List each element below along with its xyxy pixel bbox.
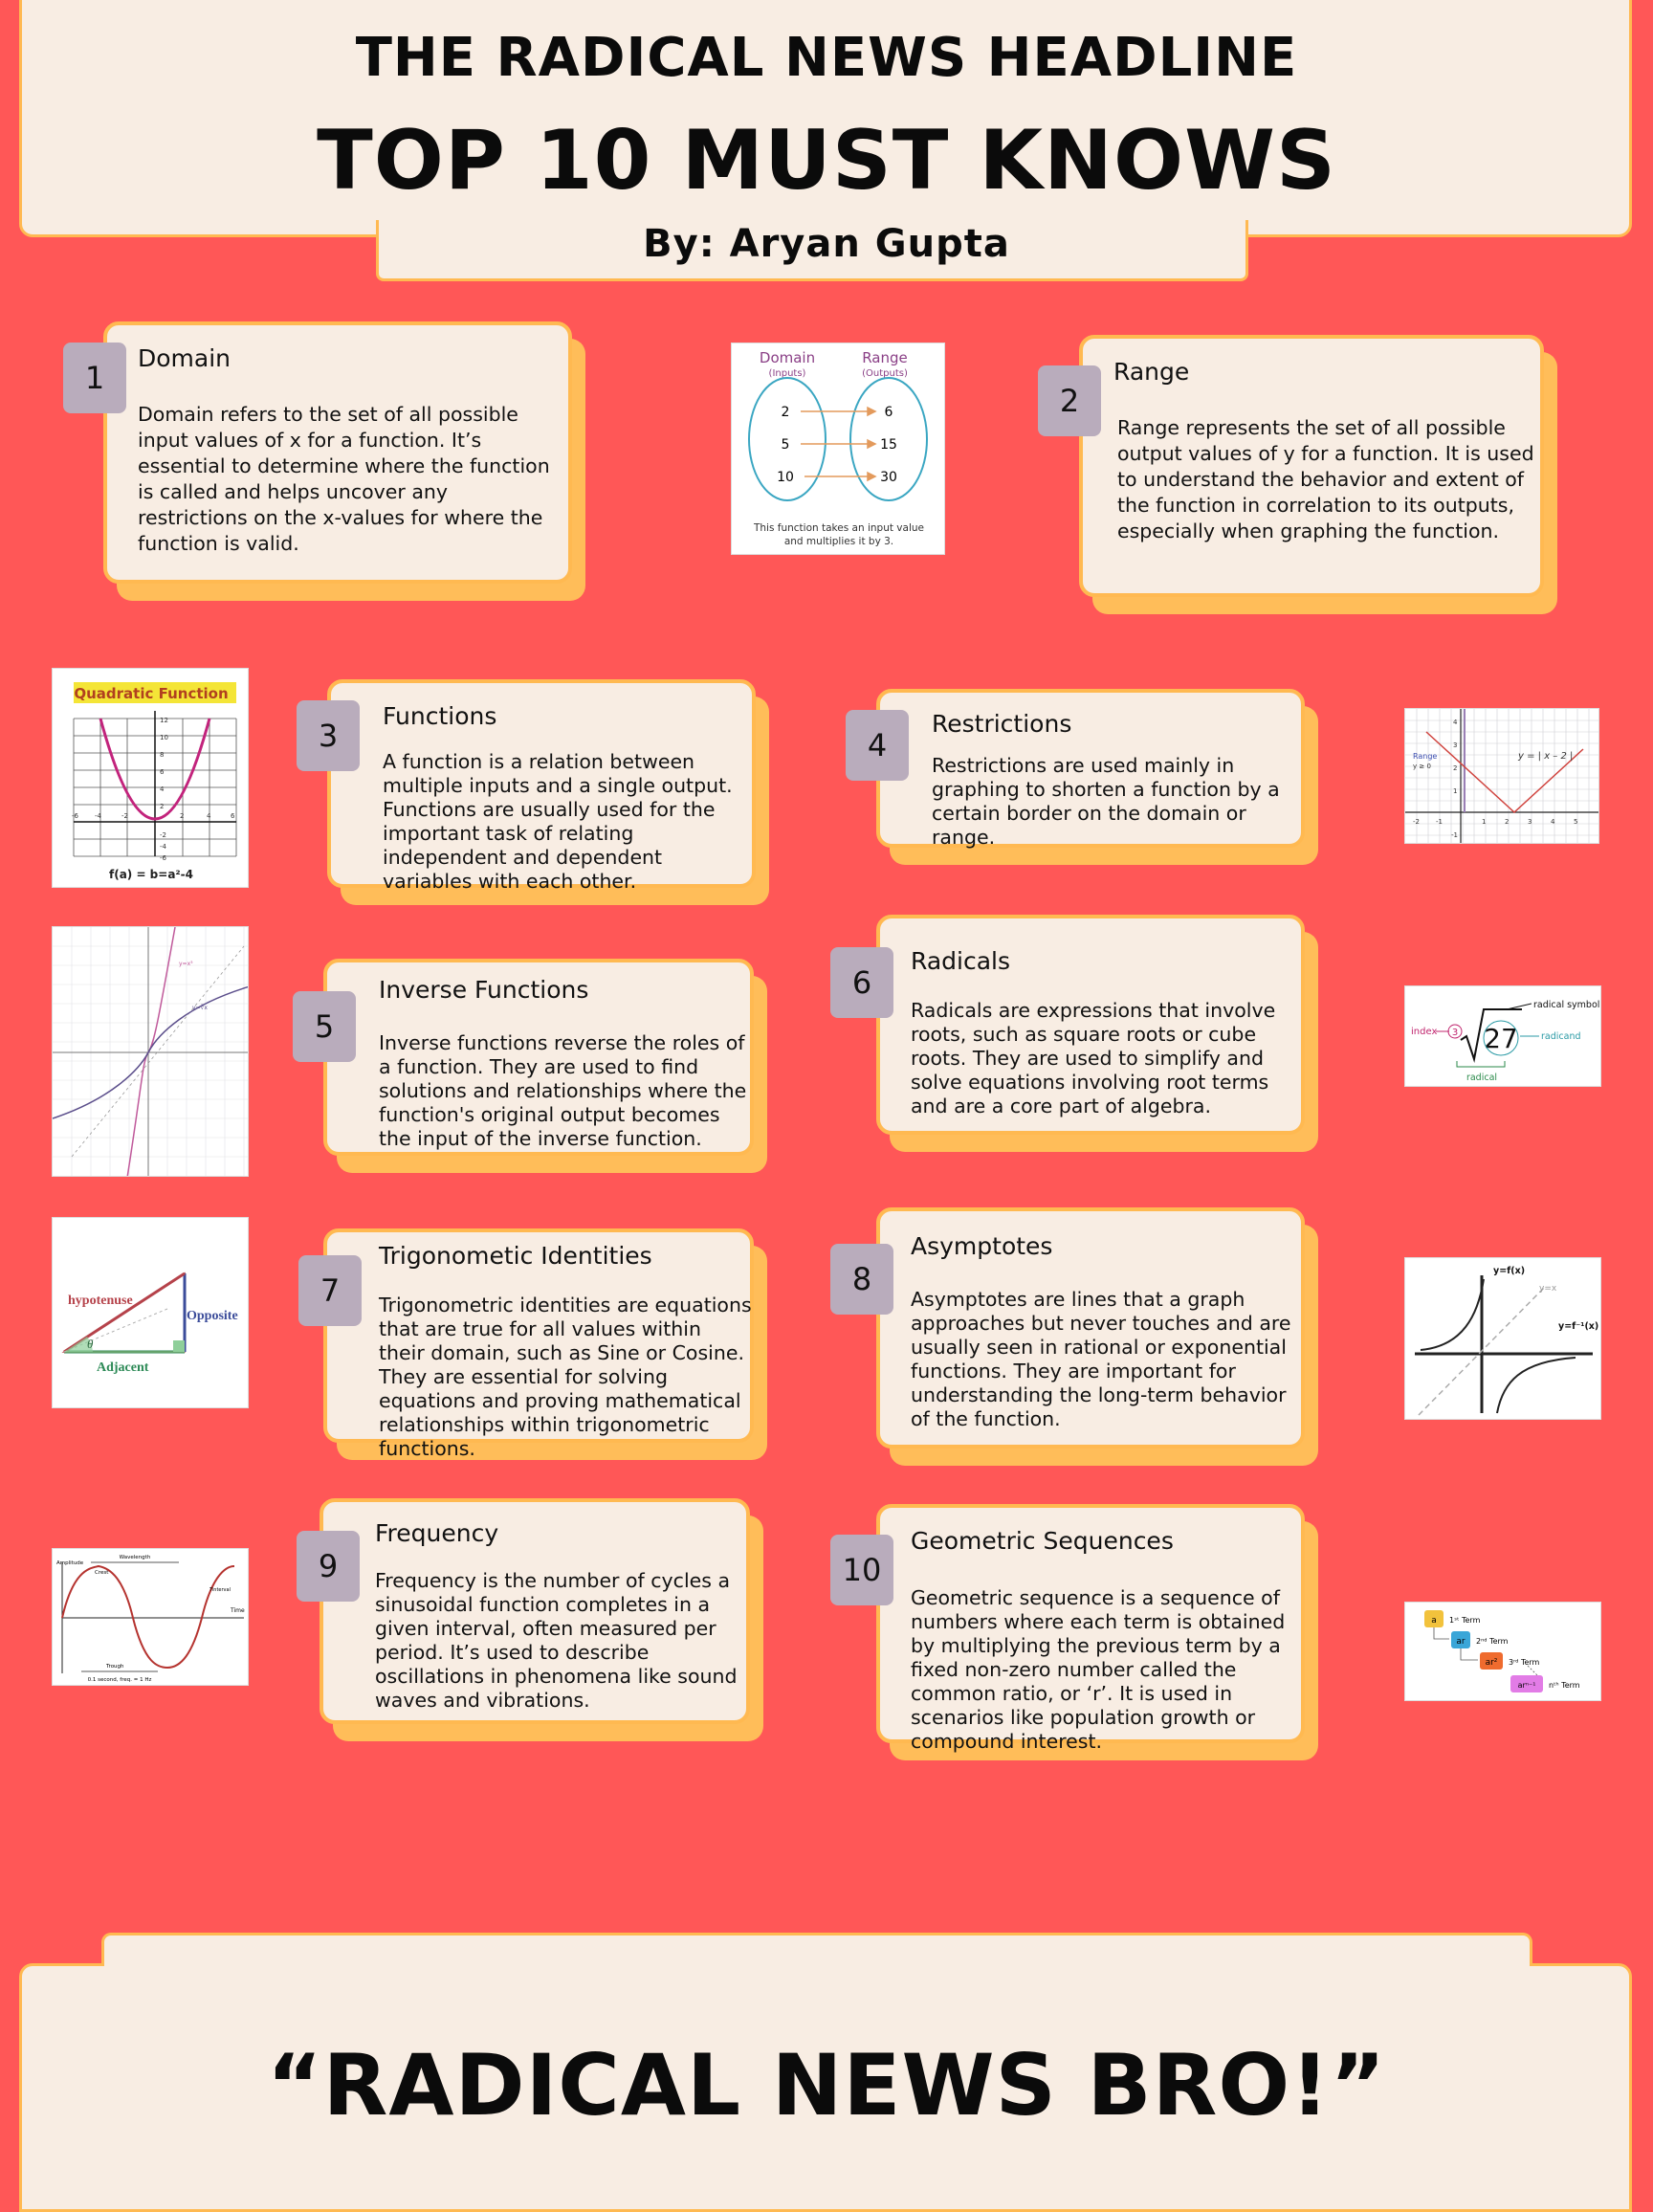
inverse-functions-graph-figure: [52, 926, 249, 1177]
wave-crest: Crest: [95, 1570, 109, 1576]
opposite-label: Opposite: [187, 1309, 238, 1323]
radical-symbol-label: radical symbol: [1533, 1000, 1600, 1010]
restriction-ytick: -1: [1451, 831, 1458, 839]
card-title: Domain: [138, 344, 231, 372]
quadratic-ytick: 10: [160, 734, 168, 741]
card-title: Restrictions: [932, 710, 1072, 738]
hypotenuse-label: hypotenuse: [68, 1294, 133, 1308]
quadratic-function-figure: [52, 668, 249, 888]
input-value: 10: [777, 470, 794, 485]
wave-caption: 0.1 second, freq. = 1 Hz: [87, 1677, 152, 1683]
geo-label-1: 1ˢᵗ Term: [1449, 1616, 1481, 1625]
card-title: Range: [1113, 358, 1190, 386]
radical-anatomy-figure: [1404, 985, 1601, 1087]
quadratic-ytick: 8: [160, 751, 165, 759]
quadratic-title: Quadratic Function: [74, 685, 229, 702]
radical-index-label: index: [1411, 1027, 1438, 1037]
geo-term-2: ar: [1456, 1637, 1466, 1647]
asymptote-graph-figure: [1404, 1257, 1601, 1420]
card-body: Inverse functions reverse the roles of a function. They are used to find solutions and relationships where the function's original output becomes the input of the inverse function.: [379, 1031, 747, 1150]
quadratic-xtick: -6: [72, 812, 78, 820]
wave-wavelength: Wavelength: [119, 1555, 151, 1560]
restriction-xtick: 2: [1505, 818, 1510, 826]
restriction-xtick: -2: [1413, 818, 1420, 826]
absolute-value-graph-figure: [1404, 708, 1599, 844]
card-number-badge: 8: [830, 1244, 893, 1315]
card-body: A function is a relation between multiple inputs and a single output. Functions are usually used for the important task of relating independent and dependent variables with each other.: [383, 750, 733, 893]
quadratic-xtick: 2: [180, 812, 185, 820]
range-sub: (Outputs): [862, 368, 908, 379]
restriction-ytick: 1: [1453, 787, 1458, 795]
card-title: Geometric Sequences: [911, 1527, 1174, 1555]
card-body: Frequency is the number of cycles a sinusoidal function completes in a given interval, often measured per period. It’s used to describe oscillations in phenomena like sound waves and vibrations.: [375, 1569, 738, 1712]
header-kicker: THE RADICAL NEWS HEADLINE: [355, 27, 1298, 89]
geo-label-4: nᵗʰ Term: [1549, 1681, 1580, 1690]
inverse-label-b: y=∛x: [192, 1005, 208, 1011]
angle-label: θ: [87, 1337, 94, 1351]
geometric-sequence-figure: [1404, 1602, 1601, 1701]
header-byline: By: Aryan Gupta: [643, 222, 1010, 266]
adjacent-label: Adjacent: [97, 1360, 149, 1375]
asymptote-line-label: y=x: [1539, 1284, 1557, 1294]
card-number-badge: 9: [297, 1531, 360, 1602]
quadratic-xtick: 4: [207, 812, 211, 820]
footer-slogan: “RADICAL NEWS BRO!”: [266, 2036, 1387, 2135]
card-body: Radicals are expressions that involve roots, such as square roots or cube roots. They are used to simplify and solve equations involving root terms and are a core part of algebra.: [911, 999, 1276, 1117]
quadratic-xtick: -2: [121, 812, 128, 820]
radical-index: 3: [1451, 1028, 1459, 1038]
geo-term-1: a: [1431, 1616, 1437, 1626]
output-value: 15: [880, 437, 897, 453]
restriction-ytick: 3: [1453, 741, 1458, 749]
restriction-xtick: 4: [1551, 818, 1555, 826]
input-value: 5: [781, 437, 790, 453]
quadratic-ytick: 6: [160, 768, 165, 776]
card-number-badge: 5: [293, 991, 356, 1062]
header-title: TOP 10 MUST KNOWS: [317, 113, 1336, 209]
radicand-label: radicand: [1541, 1031, 1581, 1042]
restriction-ytick: 2: [1453, 764, 1458, 772]
radical-label: radical: [1466, 1073, 1498, 1083]
quadratic-ytick: 12: [160, 717, 168, 724]
input-value: 2: [781, 405, 790, 420]
card-title: Inverse Functions: [379, 976, 589, 1004]
wave-trough: Trough: [106, 1664, 124, 1670]
card-body: Asymptotes are lines that a graph approaches but never touches and are usually seen in rational or exponential functions. They are important for understanding the long-term behavior of the function.: [911, 1288, 1291, 1430]
range-label: Range: [862, 349, 908, 366]
asymptote-top-label: y=f(x): [1493, 1266, 1526, 1276]
output-value: 30: [880, 470, 897, 485]
card-number-badge: 10: [830, 1535, 893, 1605]
figure-caption: This function takes an input value: [753, 522, 925, 534]
card-title: Frequency: [375, 1519, 499, 1547]
sine-wave-figure: [52, 1548, 249, 1686]
domain-sub: (Inputs): [768, 368, 806, 379]
geo-label-3: 3ʳᵈ Term: [1509, 1658, 1540, 1667]
card-number-badge: 1: [63, 343, 126, 413]
card-title: Trigonometic Identities: [379, 1242, 652, 1270]
domain-label: Domain: [759, 349, 816, 366]
domain-range-mapping-figure: [731, 343, 945, 555]
right-triangle-figure: [52, 1217, 249, 1408]
wave-amplitude: Amplitude: [56, 1560, 84, 1566]
restriction-xtick: -1: [1436, 818, 1443, 826]
geo-term-3: ar²: [1485, 1658, 1498, 1668]
wave-period: Tinterval: [209, 1587, 231, 1593]
card-body: Geometric sequence is a sequence of numbers where each term is obtained by multiplying the previous term by a fixed non-zero number called the common ratio, or ‘r’. It is used in scenarios like population growth or compound interest.: [911, 1586, 1286, 1753]
card-number-badge: 3: [297, 700, 360, 771]
quadratic-ytick: -6: [160, 854, 166, 862]
card-title: Functions: [383, 702, 497, 730]
restriction-equation: y = | x – 2 |: [1518, 751, 1574, 762]
quadratic-ytick: -4: [160, 843, 166, 851]
geo-term-4: arⁿ⁻¹: [1517, 1681, 1536, 1690]
restriction-xtick: 5: [1574, 818, 1578, 826]
quadratic-ytick: 2: [160, 803, 165, 810]
card-body: Range represents the set of all possible output values of y for a function. It is used to understand the behavior and extent of the function in correlation to its outputs, especially when graphing the function.: [1117, 416, 1534, 542]
radical-radicand: 27: [1484, 1023, 1518, 1054]
geo-label-2: 2ⁿᵈ Term: [1476, 1637, 1509, 1646]
card-number-badge: 6: [830, 947, 893, 1018]
card-body: Trigonometric identities are equations that are true for all values within their domain, such as Sine or Cosine. They are essential for solving equations and proving mathematical relationships within trigonometric functions.: [379, 1294, 752, 1460]
quadratic-xtick: 6: [231, 812, 235, 820]
card-body: Restrictions are used mainly in graphing to shorten a function by a certain border on the domain or range.: [932, 754, 1280, 849]
quadratic-xtick: -4: [95, 812, 101, 820]
asymptote-right-label: y=f⁻¹(x): [1558, 1321, 1599, 1332]
restriction-ytick: 4: [1453, 719, 1458, 726]
quadratic-ytick: -2: [160, 831, 166, 839]
card-title: Radicals: [911, 947, 1010, 975]
card-number-badge: 4: [846, 710, 909, 781]
restriction-range-cond: y ≥ 0: [1413, 763, 1431, 770]
card-title: Asymptotes: [911, 1232, 1053, 1260]
inverse-label-a: y=x³: [179, 961, 193, 967]
figure-caption: and multiplies it by 3.: [783, 536, 894, 547]
wave-time: Time: [231, 1607, 245, 1614]
restriction-range-label: Range: [1413, 752, 1438, 761]
quadratic-formula: f(a) = b=a²-4: [108, 868, 194, 881]
card-body: Domain refers to the set of all possible input values of x for a function. It’s essential to determine where the function is called and helps uncover any restrictions on the x-values for where the function is valid.: [138, 403, 550, 555]
card-number-badge: 2: [1038, 365, 1101, 436]
card-number-badge: 7: [298, 1255, 362, 1326]
restriction-xtick: 1: [1482, 818, 1487, 826]
output-value: 6: [884, 405, 893, 420]
restriction-xtick: 3: [1528, 818, 1532, 826]
quadratic-ytick: 4: [160, 785, 165, 793]
